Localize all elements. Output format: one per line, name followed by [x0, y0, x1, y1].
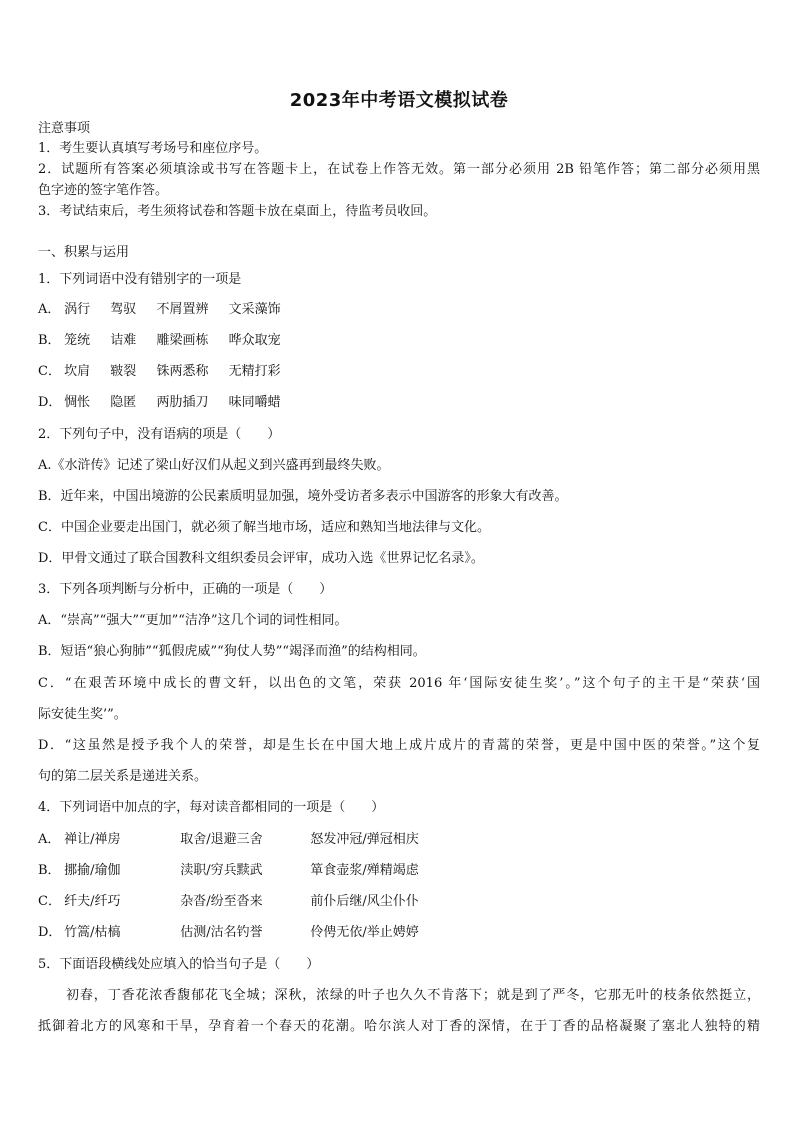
question-4-option-d [38, 923, 419, 943]
option-word: 味同嚼蜡 [228, 395, 281, 410]
option-group: 箪食壶浆/殚精竭虑 [310, 863, 419, 878]
question-4-option-c [38, 892, 419, 912]
notes-item: 3．考试结束后，考生须将试卷和答题卡放在桌面上，待监考员收回。 [38, 204, 437, 219]
option-word: 无精打彩 [228, 364, 281, 379]
section-heading: 一、积累与运用 [38, 245, 130, 260]
option-label: A． [38, 832, 61, 847]
option-group: 渎职/穷兵黩武 [180, 863, 263, 878]
option-group: 怒发冲冠/弹冠相庆 [310, 832, 419, 847]
question-2-option-c: C．中国企业要走出国门，就必须了解当地市场，适应和熟知当地法律与文化。 [38, 520, 490, 535]
option-group: 取舍/退避三舍 [180, 832, 263, 847]
question-2-option-b: B．近年来，中国出境游的公民素质明显加强，境外受访者多表示中国游客的形象大有改善。 [38, 489, 568, 504]
question-3-option-c-continued: 际安徒生奖’”。 [38, 707, 127, 722]
option-word: 诘难 [110, 333, 137, 348]
option-word: 皲裂 [110, 364, 137, 379]
option-group: 前仆后继/风尘仆仆 [310, 894, 419, 909]
option-word: 两肋插刀 [156, 395, 209, 410]
question-1-option-d [38, 393, 281, 413]
option-label: B． [38, 863, 61, 878]
question-2-option-d: D．甲骨文通过了联合国教科文组织委员会评审，成功入选《世界记忆名录》。 [38, 551, 484, 566]
option-label: D． [38, 925, 62, 940]
option-group: 纤夫/纤巧 [64, 894, 121, 909]
option-word: 驾驭 [110, 302, 137, 317]
option-word: 铢两悉称 [156, 364, 209, 379]
question-3-option-c: C．“在艰苦环境中成长的曹文轩，以出色的文笔，荣获 2016 年‘国际安徒生奖’。”这个句子的主干是“荣获‘国 [38, 676, 760, 691]
option-group: 估测/沽名钓誉 [180, 925, 263, 940]
notes-item-continued: 色字迹的签字笔作答。 [38, 183, 169, 198]
question-1-option-c [38, 362, 281, 382]
notes-item: 2．试题所有答案必须填涂或书写在答题卡上，在试卷上作答无效。第一部分必须用 2B 铅笔作答；第二部分必须用黑 [38, 162, 760, 177]
option-group: 禅让/禅房 [64, 832, 121, 847]
question-5-passage-line: 抵御着北方的风寒和干旱，孕育着一个春天的花潮。哈尔滨人对丁香的深情，在于丁香的品格凝聚了塞北人独特的精 [38, 1019, 760, 1034]
option-label: D． [38, 395, 62, 410]
question-3-option-d-continued: 句的第二层关系是递进关系。 [38, 769, 208, 784]
question-3-option-d: D．“这虽然是授予我个人的荣誉，却是生长在中国大地上成片成片的青蒿的荣誉，更是中国中医的荣誉。”这个复 [38, 738, 760, 753]
question-2-option-a: A.《水浒传》记述了梁山好汉们从起义到兴盛再到最终失败。 [38, 458, 390, 473]
question-3-option-b: B．短语“狼心狗肺”“狐假虎威”“狗仗人势”“竭泽而渔”的结构相同。 [38, 644, 426, 659]
question-4-stem: 4．下列词语中加点的字，每对读音都相同的一项是（ ） [38, 800, 385, 815]
option-group: 挪揄/瑜伽 [64, 863, 121, 878]
option-word: 不屑置辨 [156, 302, 209, 317]
option-word: 隐匿 [110, 395, 137, 410]
option-word: 笼统 [64, 333, 91, 348]
question-1-option-b [38, 331, 281, 351]
option-label: C． [38, 364, 61, 379]
question-1-option-a [38, 300, 281, 320]
question-4-option-b [38, 861, 419, 881]
question-5-passage-line: 初春，丁香花浓香馥郁花飞全城；深秋，浓绿的叶子也久久不肯落下；就是到了严冬，它那无叶的枝条依然挺立， [66, 988, 760, 1003]
option-group: 杂沓/纷至沓来 [180, 894, 263, 909]
option-word: 坎肩 [64, 364, 91, 379]
option-label: A． [38, 302, 61, 317]
question-5-stem: 5．下面语段横线处应填入的恰当句子是（ ） [38, 957, 320, 972]
option-word: 雕梁画栋 [156, 333, 209, 348]
option-word: 哗众取宠 [228, 333, 281, 348]
option-group: 竹篙/枯槁 [64, 925, 121, 940]
question-4-option-a [38, 830, 419, 850]
exam-title: 2023年中考语文模拟试卷 [289, 90, 509, 111]
option-word: 涡行 [64, 302, 91, 317]
option-word: 惆怅 [64, 395, 91, 410]
option-label: C． [38, 894, 61, 909]
question-3-option-a: A．“崇高”“强大”“更加”“洁净”这几个词的词性相同。 [38, 613, 348, 628]
option-word: 文采藻饰 [228, 302, 281, 317]
question-1-stem: 1．下列词语中没有错别字的一项是 [38, 272, 242, 287]
question-3-stem: 3．下列各项判断与分析中，正确的一项是（ ） [38, 582, 333, 597]
question-2-stem: 2．下列句子中，没有语病的项是（ ） [38, 427, 281, 442]
option-label: B． [38, 333, 61, 348]
option-group: 伶俜无依/举止娉婷 [310, 925, 419, 940]
notes-item: 1．考生要认真填写考场号和座位序号。 [38, 141, 268, 156]
notes-heading: 注意事项 [38, 121, 91, 136]
